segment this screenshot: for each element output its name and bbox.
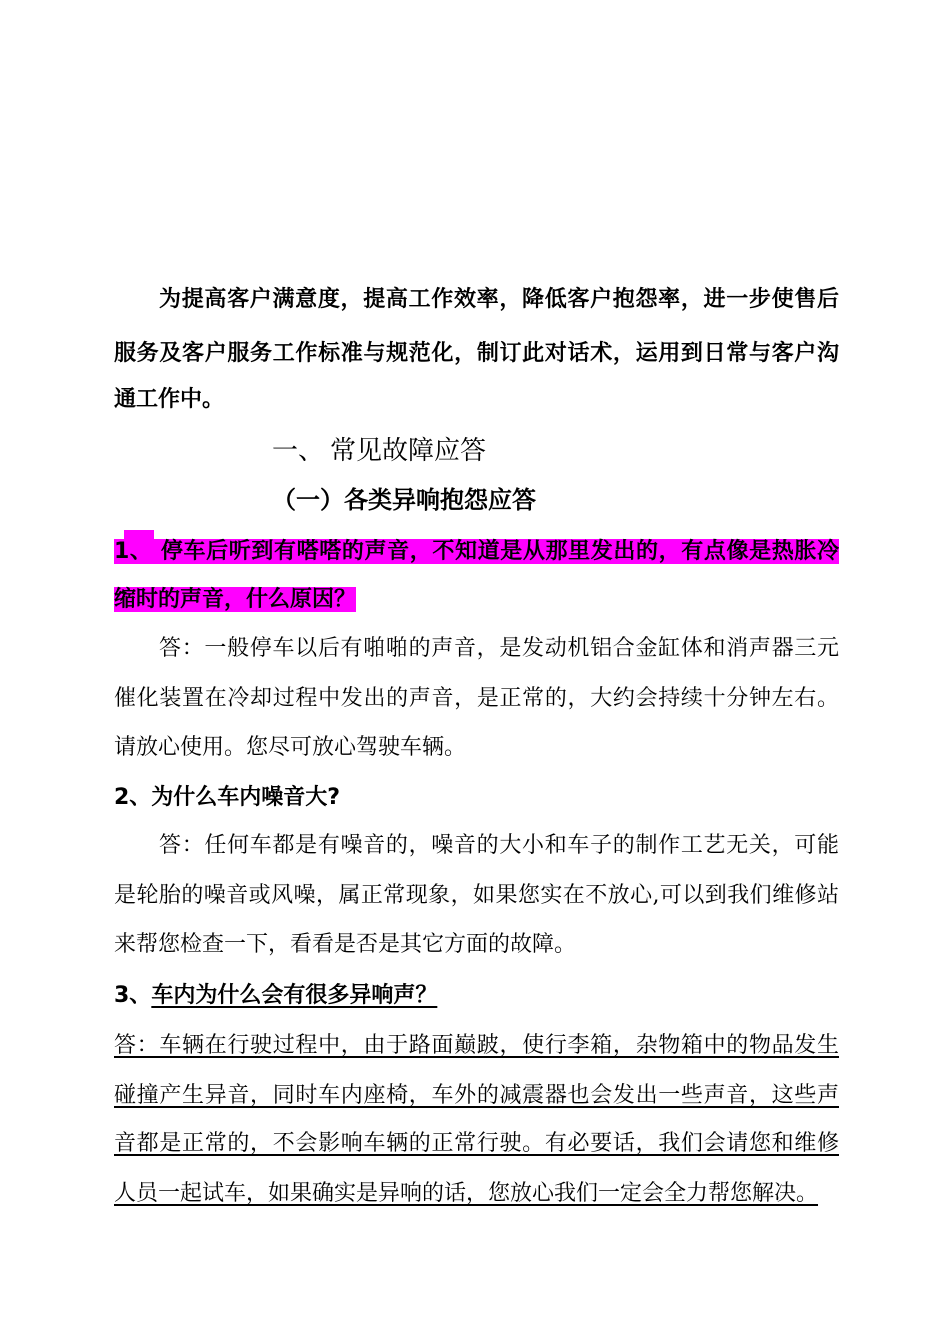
q2-question: 2、为什么车内噪音大?	[114, 785, 341, 810]
q1-line-2	[114, 584, 839, 616]
q3-answer-line-3: 音都是正常的，不会影响车辆的正常行驶。有必要话，我们会请您和维修	[114, 1131, 839, 1156]
q3-answer-line-2: 碰撞产生异音，同时车内座椅，车外的减震器也会发出一些声音，这些声	[114, 1083, 839, 1108]
q1-answer-line-3: 请放心使用。您尽可放心驾驶车辆。	[114, 735, 467, 760]
intro-line-2: 服务及客户服务工作标准与规范化，制订此对话术，运用到日常与客户沟	[114, 341, 839, 366]
q1-question-line-1: 1、 停车后听到有嗒嗒的声音，不知道是从那里发出的，有点像是热胀冷	[114, 539, 839, 564]
q3-answer-line-1: 答：车辆在行驶过程中，由于路面巅跛，使行李箱，杂物箱中的物品发生	[114, 1033, 839, 1058]
q3-answer-line-2-wrap	[114, 1080, 839, 1112]
section-heading	[272, 433, 486, 469]
intro-line-3: 通工作中。	[114, 387, 225, 412]
q3-answer-line-4: 人员一起试车，如果确实是异响的话，您放心我们一定会全力帮您解决。	[114, 1181, 819, 1206]
section-title: 常见故障应答	[330, 436, 487, 466]
intro-line-1: 为提高客户满意度，提高工作效率，降低客户抱怨率，进一步使售后	[159, 287, 839, 312]
q1-question-line-2: 缩时的声音，什么原因？	[114, 587, 357, 612]
q1-answer-line-2: 催化装置在冷却过程中发出的声音，是正常的，大约会持续十分钟左右。	[114, 686, 839, 711]
q1-answer-line-1: 答：一般停车以后有啪啪的声音，是发动机铝合金缸体和消声器三元	[159, 636, 839, 661]
q3-answer-line-4-wrap	[114, 1178, 839, 1210]
q2-answer-line-3: 来帮您检查一下，看看是否是其它方面的故障。	[114, 932, 577, 957]
section-number: 一、	[272, 436, 325, 466]
q3-answer-line-1-wrap	[114, 1030, 839, 1062]
q3-question	[114, 980, 839, 1012]
q1-line-1	[114, 536, 839, 568]
q3-answer-line-3-wrap	[114, 1128, 839, 1160]
subsection-heading: （一）各类异响抱怨应答	[272, 486, 536, 514]
q3-question-text: 车内为什么会有很多异响声？	[151, 983, 438, 1008]
q2-answer-line-1: 答：任何车都是有噪音的，噪音的大小和车子的制作工艺无关，可能	[159, 833, 839, 858]
q2-answer-line-2: 是轮胎的噪音或风噪，属正常现象，如果您实在不放心,可以到我们维修站	[114, 883, 839, 908]
q3-number: 3、	[114, 983, 152, 1008]
